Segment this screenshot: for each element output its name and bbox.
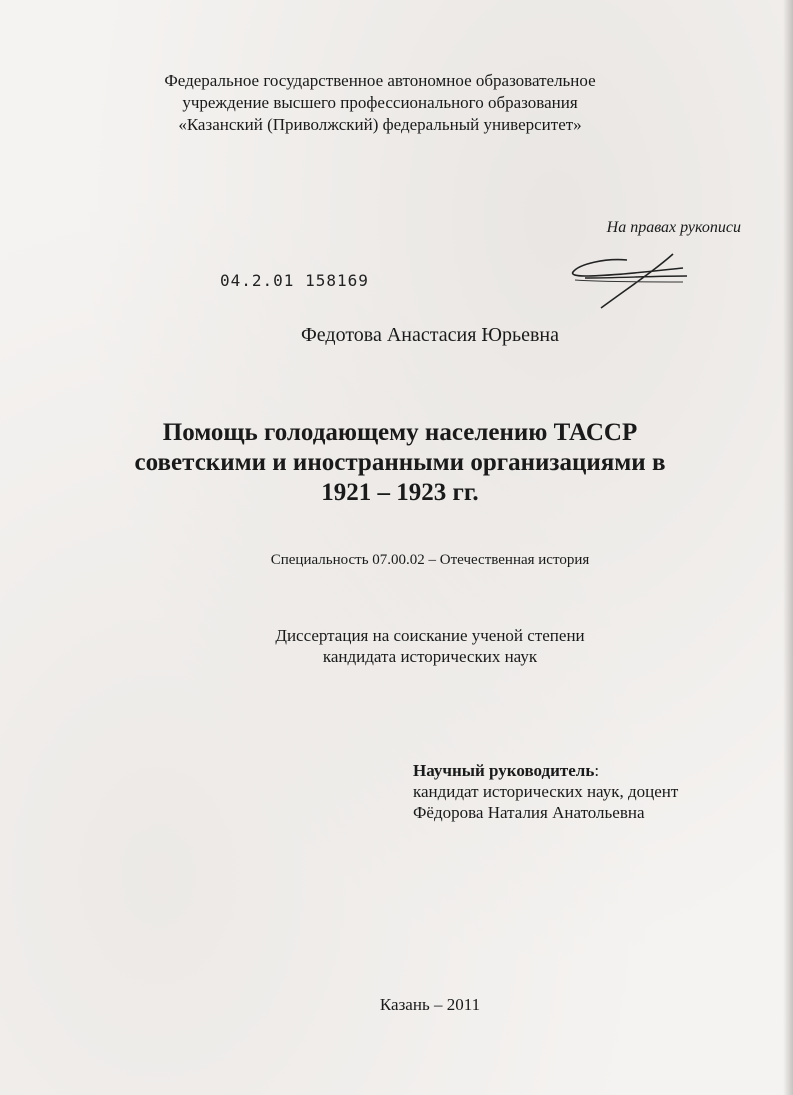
institution-line-2: учреждение высшего профессионального образования (182, 93, 578, 112)
specialty-line: Специальность 07.00.02 – Отечественная история (270, 552, 590, 568)
page-edge-shadow (783, 0, 793, 1095)
institution-line-3: «Казанский (Приволжский) федеральный университет» (178, 115, 582, 134)
manuscript-note: На правах рукописи (606, 219, 741, 236)
degree-line-2: кандидата исторических наук (322, 647, 538, 666)
title-line-2: советскими и иностранными организациями в (134, 449, 666, 476)
title-line-1: Помощь голодающему населению ТАССР (162, 419, 638, 446)
dissertation-title (100, 418, 700, 508)
supervisor-name: Фёдорова Наталия Анатольевна (413, 803, 645, 822)
signature-icon (565, 246, 695, 316)
registration-stamp: 04.2.01 158169 (220, 271, 369, 290)
supervisor-heading-line (413, 760, 678, 781)
supervisor-colon: : (594, 761, 600, 780)
supervisor-heading: Научный руководитель (413, 761, 595, 780)
supervisor-block (413, 760, 678, 823)
institution-header (100, 70, 660, 136)
institution-line-1: Федеральное государственное автономное образовательное (164, 71, 596, 90)
degree-line-1: Диссертация на соискание ученой степени (275, 626, 585, 645)
degree-statement (150, 625, 710, 667)
author-name: Федотова Анастасия Юрьевна (301, 324, 559, 346)
supervisor-degree: кандидат исторических наук, доцент (413, 782, 679, 801)
city-year: Казань – 2011 (379, 995, 481, 1014)
title-line-3: 1921 – 1923 гг. (321, 479, 479, 506)
